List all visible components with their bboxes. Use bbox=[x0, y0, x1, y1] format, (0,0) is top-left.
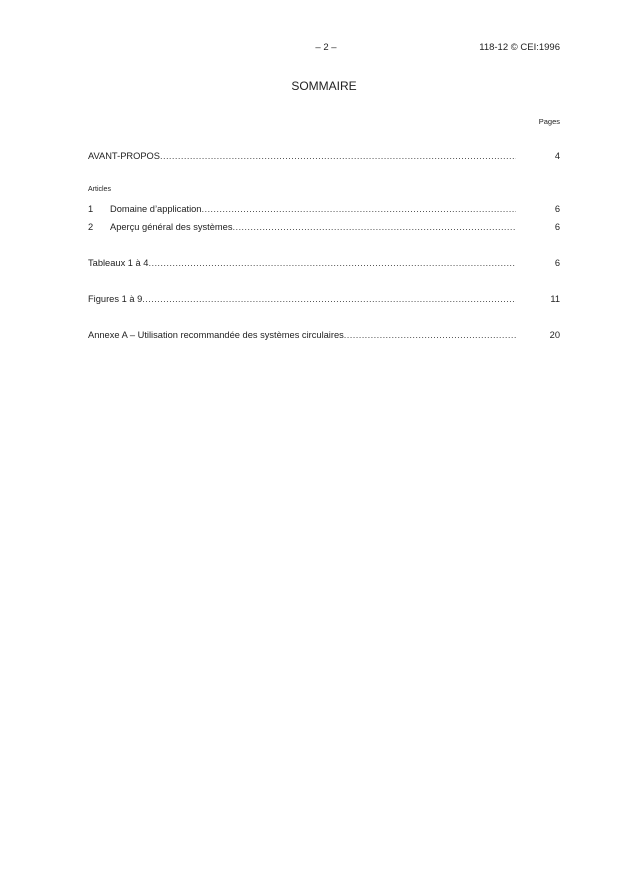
toc-page: 4 bbox=[554, 151, 560, 161]
toc-entry-annexe-a[interactable] bbox=[88, 329, 560, 341]
toc-page: 11 bbox=[550, 294, 560, 304]
toc-number: 1 bbox=[88, 204, 94, 214]
toc-entry-figures[interactable] bbox=[88, 293, 560, 305]
page-title: SOMMAIRE bbox=[291, 79, 357, 93]
toc-label: Annexe A – Utilisation recommandée des systèmes circulaires bbox=[88, 330, 344, 340]
toc-entry-tableaux[interactable] bbox=[88, 257, 560, 269]
toc-label: Tableaux 1 à 4 bbox=[88, 258, 149, 268]
dot-leader bbox=[232, 221, 516, 233]
toc-label: Figures 1 à 9 bbox=[88, 294, 143, 304]
toc-page: 20 bbox=[549, 330, 560, 340]
articles-heading: Articles bbox=[88, 186, 111, 193]
dot-leader bbox=[148, 257, 516, 269]
toc-number: 2 bbox=[88, 222, 94, 232]
dot-leader bbox=[142, 293, 516, 305]
dot-leader bbox=[344, 329, 516, 341]
pages-column-label: Pages bbox=[538, 117, 560, 126]
page-number: – 2 – bbox=[315, 42, 337, 53]
toc-page: 6 bbox=[554, 258, 560, 268]
toc-entry-avant-propos[interactable] bbox=[88, 150, 560, 162]
dot-leader bbox=[201, 203, 516, 215]
toc-entry-article-1[interactable] bbox=[88, 203, 560, 215]
dot-leader bbox=[160, 150, 516, 162]
toc-label: Domaine d’application bbox=[110, 204, 202, 214]
document-reference: 118-12 © CEI:1996 bbox=[479, 42, 560, 53]
toc-page: 6 bbox=[554, 222, 560, 232]
toc-label: Aperçu général des systèmes bbox=[110, 222, 233, 232]
toc-entry-article-2[interactable] bbox=[88, 221, 560, 233]
toc-page: 6 bbox=[554, 204, 560, 214]
toc-label: AVANT-PROPOS bbox=[88, 151, 160, 161]
